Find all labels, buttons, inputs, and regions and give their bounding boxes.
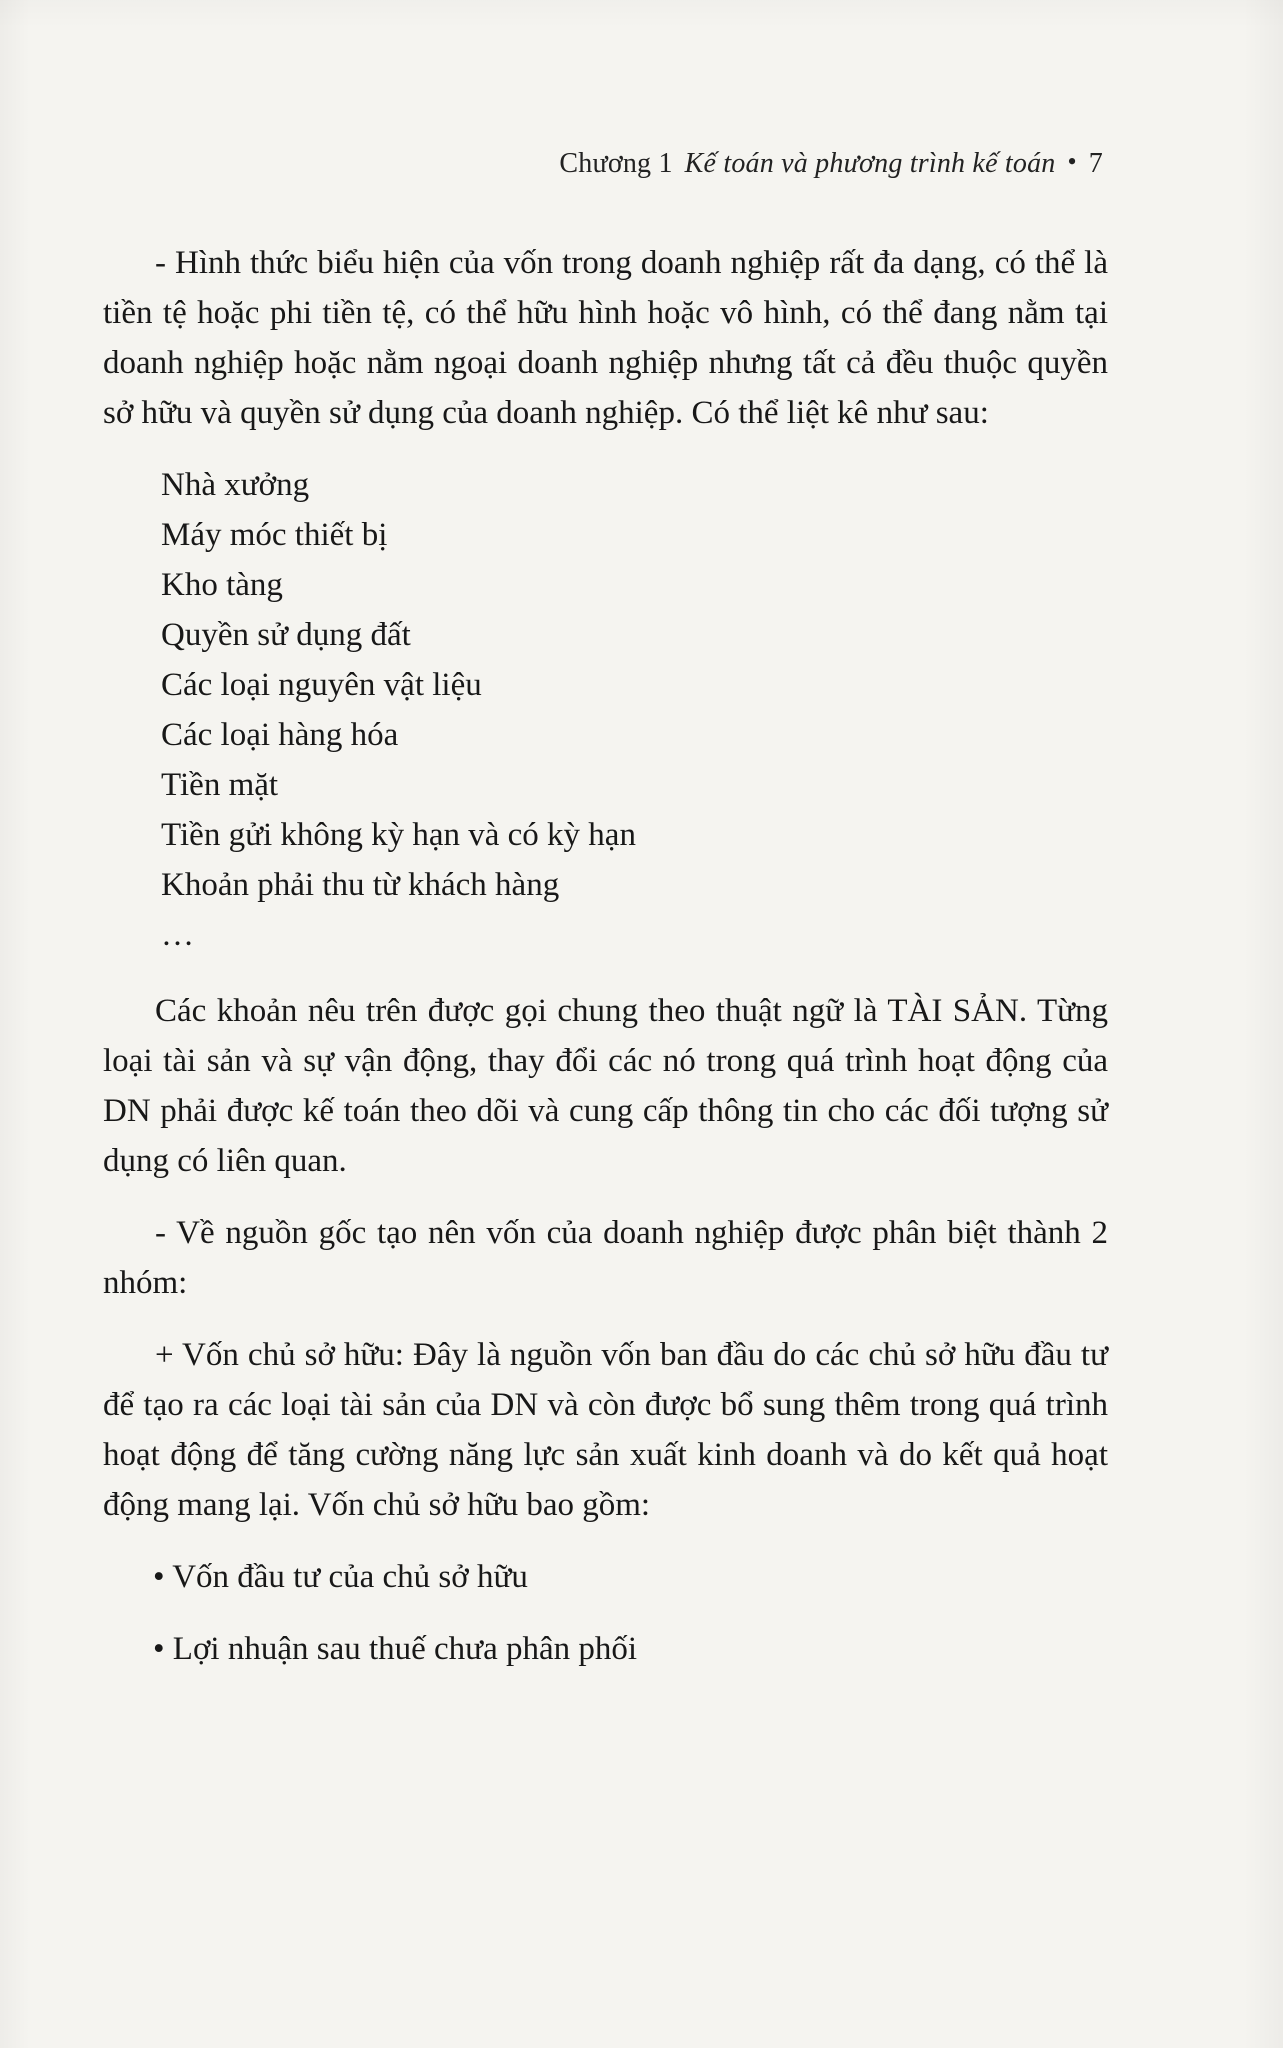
header-bullet: • xyxy=(1067,147,1077,176)
list-item: … xyxy=(161,917,194,953)
page-header xyxy=(559,147,1103,179)
page-number: 7 xyxy=(1088,148,1103,179)
paragraph-capital-forms: - Hình thức biểu hiện của vốn trong doanh nghiệp rất đa dạng, có thể là tiền tệ hoặc phi tiền tệ, có thể hữu hình hoặc vô hình, có thể đang nằm tại doanh nghiệp hoặc nằm ngoại doanh nghiệp nhưng tất cả đều thuộc quyền sở hữu và quyền sử dụng của doanh nghiệp. Có thể liệt kê như sau: xyxy=(103,245,1108,431)
list-item: Nhà xưởng xyxy=(161,467,310,503)
asset-list xyxy=(103,460,1108,960)
chapter-label: Chương 1 xyxy=(559,148,673,179)
list-item: Các loại hàng hóa xyxy=(161,717,399,753)
list-item: Kho tàng xyxy=(161,567,283,603)
equity-item: • Lợi nhuận sau thuế chưa phân phối xyxy=(153,1631,638,1667)
list-item: Tiền gửi không kỳ hạn và có kỳ hạn xyxy=(161,817,636,853)
paragraph-assets-definition: Các khoản nêu trên được gọi chung theo thuật ngữ là TÀI SẢN. Từng loại tài sản và sự vận động, thay đổi các nó trong quá trình hoạt động của DN phải được kế toán theo dõi và cung cấp thông tin cho các đối tượng sử dụng có liên quan. xyxy=(103,993,1108,1179)
paragraph-capital-sources: - Về nguồn gốc tạo nên vốn của doanh nghiệp được phân biệt thành 2 nhóm: xyxy=(103,1215,1108,1301)
list-item: Các loại nguyên vật liệu xyxy=(161,667,482,703)
equity-item: • Vốn đầu tư của chủ sở hữu xyxy=(153,1559,528,1595)
chapter-title: Kế toán và phương trình kế toán xyxy=(684,148,1056,179)
list-item: Quyền sử dụng đất xyxy=(161,617,411,653)
main-text xyxy=(103,238,1108,1674)
paragraph-owner-equity: + Vốn chủ sở hữu: Đây là nguồn vốn ban đầu do các chủ sở hữu đầu tư để tạo ra các loại tài sản của DN và còn được bổ sung thêm trong quá trình hoạt động để tăng cường năng lực sản xuất kinh doanh và do kết quả hoạt động mang lại. Vốn chủ sở hữu bao gồm: xyxy=(103,1337,1108,1523)
list-item: Máy móc thiết bị xyxy=(161,517,388,553)
list-item: Tiền mặt xyxy=(161,767,279,803)
list-item: Khoản phải thu từ khách hàng xyxy=(161,867,560,903)
